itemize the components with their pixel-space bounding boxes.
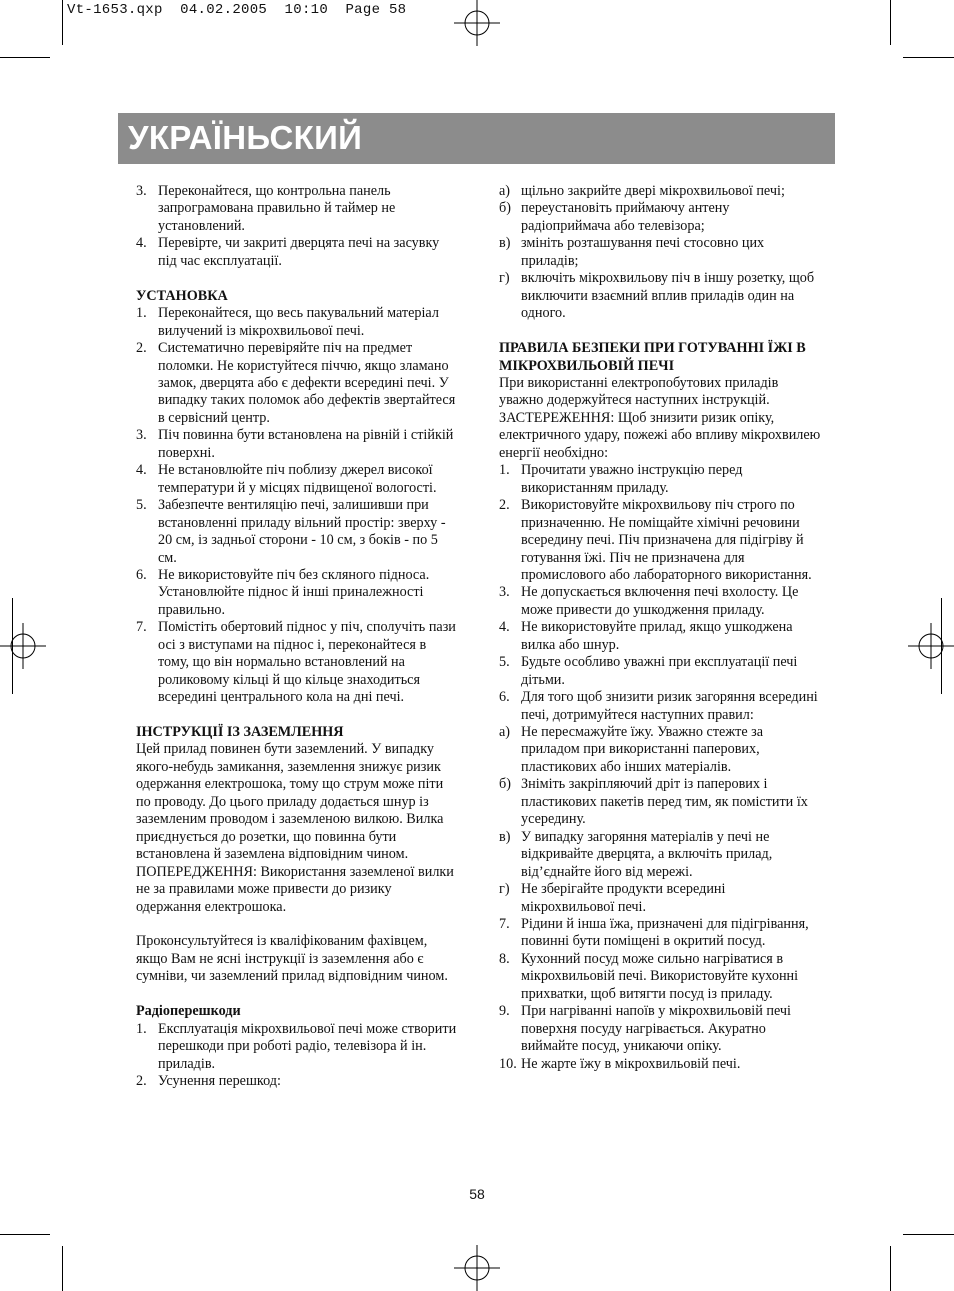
- list-marker: 1.: [499, 462, 510, 479]
- spacer: [136, 986, 458, 1003]
- list-item-text: Не встановлюйте піч поблизу джерел високої температури й у місцях підвищеної вологості.: [158, 462, 437, 496]
- list-item: [136, 340, 458, 427]
- list-marker: 5.: [136, 497, 147, 514]
- right-column: [499, 183, 821, 1073]
- list-item-text: У випадку загоряння матеріалів у печі не відкривайте дверцята, а включіть прилад, від’єднайте його від мережі.: [521, 828, 773, 880]
- list-marker: 2.: [499, 497, 510, 514]
- list-item-text: Кухонний посуд може сильно нагріватися в мікрохвильовій печі. Використовуйте кухонні прихватки, щоб витягти посуд із приладу.: [521, 950, 799, 1002]
- list-item: [136, 183, 458, 235]
- list-item: [499, 497, 821, 584]
- slug-page: Page 58: [345, 2, 407, 18]
- list-item-text: Не жарте їжу в мікрохвильовій печі.: [521, 1055, 741, 1072]
- list-marker: 2.: [136, 1073, 147, 1090]
- section-heading: ПРАВИЛА БЕЗПЕКИ ПРИ ГОТУВАННІ ЇЖІ В МІКРОХВИЛЬОВІЙ ПЕЧІ: [499, 340, 806, 374]
- list-item: [499, 951, 821, 1003]
- list-item-text: При нагріванні напоїв у мікрохвильовій печі поверхня посуду нагрівається. Акуратно виймайте посуд, уникаючи опіку.: [521, 1003, 791, 1055]
- list-item: [499, 724, 821, 776]
- list-item: [499, 619, 821, 654]
- list-item-text: Помістіть обертовий піднос у піч, сполучіть пази осі з виступами на піднос і, переконайтеся в тому, що він нормально встановлений на роликовому кільці й що кільце знаходиться всередині центрального кола на дні печі.: [158, 619, 456, 706]
- list-marker: 1.: [136, 1020, 147, 1037]
- list-marker: в): [499, 235, 511, 252]
- list-item: [499, 776, 821, 828]
- list-marker: г): [499, 270, 510, 287]
- list-marker: 7.: [136, 619, 147, 636]
- list-marker: 3.: [136, 427, 147, 444]
- crop-mark-top-left-h: [0, 57, 50, 58]
- list-item-text: Для того щоб знизити ризик загоряння всередині печі, дотримуйтеся наступних правил:: [521, 689, 818, 723]
- slug-file: Vt-1653.qxp: [67, 2, 163, 18]
- list-marker: 6.: [136, 566, 147, 583]
- left-column: [136, 183, 458, 1091]
- list-marker: а): [499, 183, 511, 199]
- list-item-text: щільно закрийте двері мікрохвильової печі;: [521, 183, 785, 199]
- list-item: [136, 567, 458, 619]
- spacer: [136, 916, 458, 933]
- list-marker: 5.: [499, 654, 510, 671]
- crop-mark-bottom-left-v: [62, 1246, 63, 1291]
- section-heading: УСТАНОВКА: [136, 287, 228, 304]
- list-marker: 6.: [499, 689, 510, 706]
- list-item: [136, 305, 458, 340]
- slug-date: 04.02.2005: [180, 2, 268, 18]
- crop-mark-left-v: [12, 598, 13, 694]
- list-item-text: Експлуатація мікрохвильової печі може створити перешкоди при роботі радіо, телевізора й ін. приладів.: [158, 1020, 457, 1072]
- list-item: [499, 462, 821, 497]
- list-item: [499, 270, 821, 322]
- list-item: [499, 200, 821, 235]
- list-item: [499, 183, 821, 200]
- list-marker: 3.: [136, 183, 147, 199]
- list-marker: 8.: [499, 950, 510, 967]
- page-number: 58: [469, 1186, 485, 1202]
- list-item-text: Використовуйте мікрохвильову піч строго по призначенню. Не поміщайте хімічні речовини всередину печі. Піч призначена для підігріву й готування їжі. Піч не призначена для промислового або лабораторного використання.: [521, 497, 812, 583]
- list-item: [136, 235, 458, 270]
- list-item: [136, 427, 458, 462]
- list-item-text: Перевірте, чи закриті дверцята печі на засувку під час експлуатації.: [158, 235, 440, 269]
- list-item-text: Піч повинна бути встановлена на рівній і стійкій поверхні.: [158, 427, 454, 461]
- crop-mark-bottom-right-h: [903, 1234, 954, 1235]
- section-heading: ІНСТРУКЦІЇ ІЗ ЗАЗЕМЛЕННЯ: [136, 724, 344, 741]
- list-item: [136, 497, 458, 567]
- list-marker: 4.: [136, 235, 147, 252]
- registration-mark-left-icon: [0, 623, 46, 669]
- list-item-text: Прочитати уважно інструкцію перед використанням приладу.: [521, 462, 743, 496]
- crop-mark-bottom-right-v: [890, 1246, 891, 1291]
- list-item: [499, 881, 821, 916]
- registration-mark-top-icon: [454, 0, 500, 46]
- list-item: [499, 654, 821, 689]
- list-item: [136, 1021, 458, 1073]
- list-marker: г): [499, 881, 510, 898]
- crop-mark-right-v: [941, 598, 942, 694]
- print-slug: [67, 2, 406, 18]
- crop-mark-top-right-h: [903, 57, 954, 58]
- paragraph: Проконсультуйтеся із кваліфікованим фахівцем, якщо Вам не ясні інструкції із заземлення або є сумніви, чи заземлений прилад відповідним чином.: [136, 933, 448, 985]
- list-item-text: Зніміть закріпляючий дріт із паперових і пластикових пакетів перед тим, як помістити їх усередину.: [521, 776, 808, 828]
- spacer: [499, 323, 821, 340]
- list-marker: 4.: [136, 462, 147, 479]
- crop-mark-top-left-v: [62, 0, 63, 45]
- registration-mark-right-icon: [908, 623, 954, 669]
- list-item-text: Не допускається включення печі вхолосту. Це може привести до ушкодження приладу.: [521, 584, 799, 618]
- list-item-text: Переконайтеся, що весь пакувальний матеріал вилучений із мікрохвильової печі.: [158, 305, 439, 339]
- slug-time: 10:10: [284, 2, 329, 18]
- list-item: [136, 619, 458, 706]
- list-marker: 2.: [136, 340, 147, 357]
- list-item: [499, 1056, 821, 1073]
- list-item-text: Усунення перешкод:: [158, 1073, 281, 1090]
- list-item: [499, 689, 821, 724]
- list-marker: 3.: [499, 584, 510, 601]
- list-item-text: Будьте особливо уважні при експлуатації печі дітьми.: [521, 654, 798, 688]
- list-item: [499, 584, 821, 619]
- list-item: [499, 829, 821, 881]
- spacer: [136, 270, 458, 287]
- list-marker: в): [499, 828, 511, 845]
- spacer: [136, 707, 458, 724]
- list-marker: 7.: [499, 916, 510, 933]
- list-item: [499, 235, 821, 270]
- paragraph: ЗАСТЕРЕЖЕННЯ: Щоб знизити ризик опіку, електричного удару, пожежі або впливу мікрохвилею енергії необхідно:: [499, 409, 821, 461]
- list-item: [136, 1073, 458, 1090]
- list-marker: б): [499, 200, 511, 217]
- list-item-text: Переконайтеся, що контрольна панель запрограмована правильно й таймер не установлений.: [158, 183, 396, 234]
- list-item-text: Забезпечте вентиляцію печі, залишивши при встановленні приладу вільний простір: зверху - 20 см, із задньої сторони - 10 см, з боків - по 5 см.: [158, 497, 446, 566]
- paragraph: ПОПЕРЕДЖЕННЯ: Використання заземленої вилки не за правилами може привести до ризику одержання електрошока.: [136, 863, 454, 915]
- list-marker: 10.: [499, 1055, 517, 1072]
- list-item: [499, 1003, 821, 1055]
- list-marker: а): [499, 724, 511, 741]
- paragraph: При використанні електропобутових приладів уважно додержуйтеся наступних інструкцій.: [499, 374, 779, 409]
- list-item-text: Рідини й інша їжа, призначені для підігрівання, повинні бути поміщені в окритий посуд.: [521, 916, 809, 950]
- list-item-text: включіть мікрохвильову піч в іншу розетку, щоб виключити взаємний вплив приладів один на одного.: [521, 270, 815, 322]
- list-item-text: Систематично перевіряйте піч на предмет поломки. Не користуйтеся піччю, якщо зламано замок, дверцята або є дефекти всередині печі. У випадку таких поломок або дефектів звертайтеся в сервісний центр.: [158, 340, 456, 426]
- page-title: УКРАЇНЬСКИЙ: [128, 119, 363, 156]
- list-item-text: Не використовуйте піч без скляного підноса. Установлюйте піднос й інші приналежності правильно.: [158, 566, 430, 618]
- list-marker: 1.: [136, 305, 147, 322]
- language-banner: [118, 113, 835, 164]
- list-item-text: Не використовуйте прилад, якщо ушкоджена вилка або шнур.: [521, 619, 793, 653]
- list-item-text: Не пересмажуйте їжу. Уважно стежте за приладом при використанні паперових, пластикових або інших матеріалів.: [521, 724, 764, 775]
- crop-mark-top-right-v: [890, 0, 891, 45]
- list-item: [499, 916, 821, 951]
- list-item: [136, 462, 458, 497]
- list-marker: б): [499, 776, 511, 793]
- list-item-text: змініть розташування печі стосовно цих приладів;: [521, 235, 765, 269]
- section-heading: Радіоперешкоди: [136, 1003, 241, 1020]
- registration-mark-bottom-icon: [454, 1245, 500, 1291]
- list-marker: 4.: [499, 619, 510, 636]
- list-marker: 9.: [499, 1003, 510, 1020]
- list-item-text: переустановіть приймаючу антену радіоприймача або телевізора;: [521, 200, 730, 234]
- list-item-text: Не зберігайте продукти всередині мікрохвильової печі.: [521, 881, 726, 915]
- crop-mark-bottom-left-h: [0, 1234, 50, 1235]
- paragraph: Цей прилад повинен бути заземлений. У випадку якого-небудь замикання, заземлення знижує ризик одержання електрошока, тому що струм може піти по проводу. До цього приладу додається шнур із заземленим проводом і заземленою вилкою. Вилка приєднується до розетки, що повинна бути встановлена й заземлена відповідним чином.: [136, 741, 444, 863]
